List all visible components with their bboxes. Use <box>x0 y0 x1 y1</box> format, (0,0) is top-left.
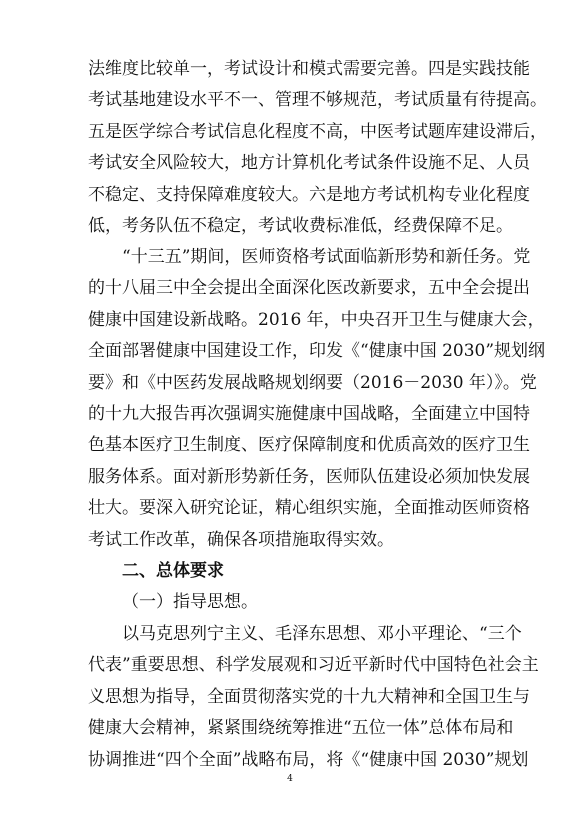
text-line: 不稳定、支持保障难度较大。六是地方考试机构专业化程度 <box>88 184 530 205</box>
text-line: 代表”重要思想、科学发展观和习近平新时代中国特色社会主 <box>88 655 539 676</box>
text-line: 低，考务队伍不稳定，考试收费标准低，经费保障不足。 <box>88 215 513 236</box>
text-line: 色基本医疗卫生制度、医疗保障制度和优质高效的医疗卫生 <box>88 435 530 456</box>
text-line: 法维度比较单一，考试设计和模式需要完善。四是实践技能 <box>88 59 530 79</box>
text-line: 的十九大报告再次强调实施健康中国战略，全面建立中国特 <box>88 403 530 424</box>
text-line: 以马克思列宁主义、毛泽东思想、邓小平理论、“三个 <box>122 624 522 644</box>
section-heading: 二、总体要求 <box>122 561 224 581</box>
subsection-heading: （一）指导思想。 <box>122 592 258 612</box>
text-line: 考试基地建设水平不一、管理不够规范，考试质量有待提高。 <box>88 90 547 111</box>
paragraph-exam-problems <box>88 54 547 242</box>
text-line: 的十八届三中全会提出全面深化医改新要求，五中全会提出 <box>88 278 530 299</box>
text-line: 全面部署健康中国建设工作，印发《“健康中国 2030”规划纲 <box>88 341 546 362</box>
paragraph-new-situation <box>88 242 546 556</box>
text-line: 义思想为指导，全面贯彻落实党的十九大精神和全国卫生与 <box>88 686 530 707</box>
text-line: “十三五”期间，医师资格考试面临新形势和新任务。党 <box>122 247 531 267</box>
text-line: 健康中国建设新战略。2016 年，中央召开卫生与健康大会， <box>88 309 545 330</box>
text-line: 五是医学综合考试信息化程度不高，中医考试题库建设滞后， <box>88 121 547 142</box>
text-line: 要》和《中医药发展战略规划纲要（2016－2030 年）》。党 <box>88 372 537 393</box>
text-line: 服务体系。面对新形势新任务，医师队伍建设必须加快发展 <box>88 466 530 487</box>
paragraph-guiding-ideology <box>88 619 539 776</box>
page-number: 4 <box>287 774 293 784</box>
text-line: 健康大会精神，紧紧围绕统筹推进“五位一体”总体布局和 <box>88 718 514 739</box>
text-line: 壮大。要深入研究论证，精心组织实施，全面推动医师资格 <box>88 498 530 519</box>
text-line: 考试安全风险较大，地方计算机化考试条件设施不足、人员 <box>88 153 530 174</box>
text-line: 考试工作改革，确保各项措施取得实效。 <box>88 529 394 550</box>
text-line: 协调推进“四个全面”战略布局，将《“健康中国 2030”规划 <box>88 749 529 770</box>
